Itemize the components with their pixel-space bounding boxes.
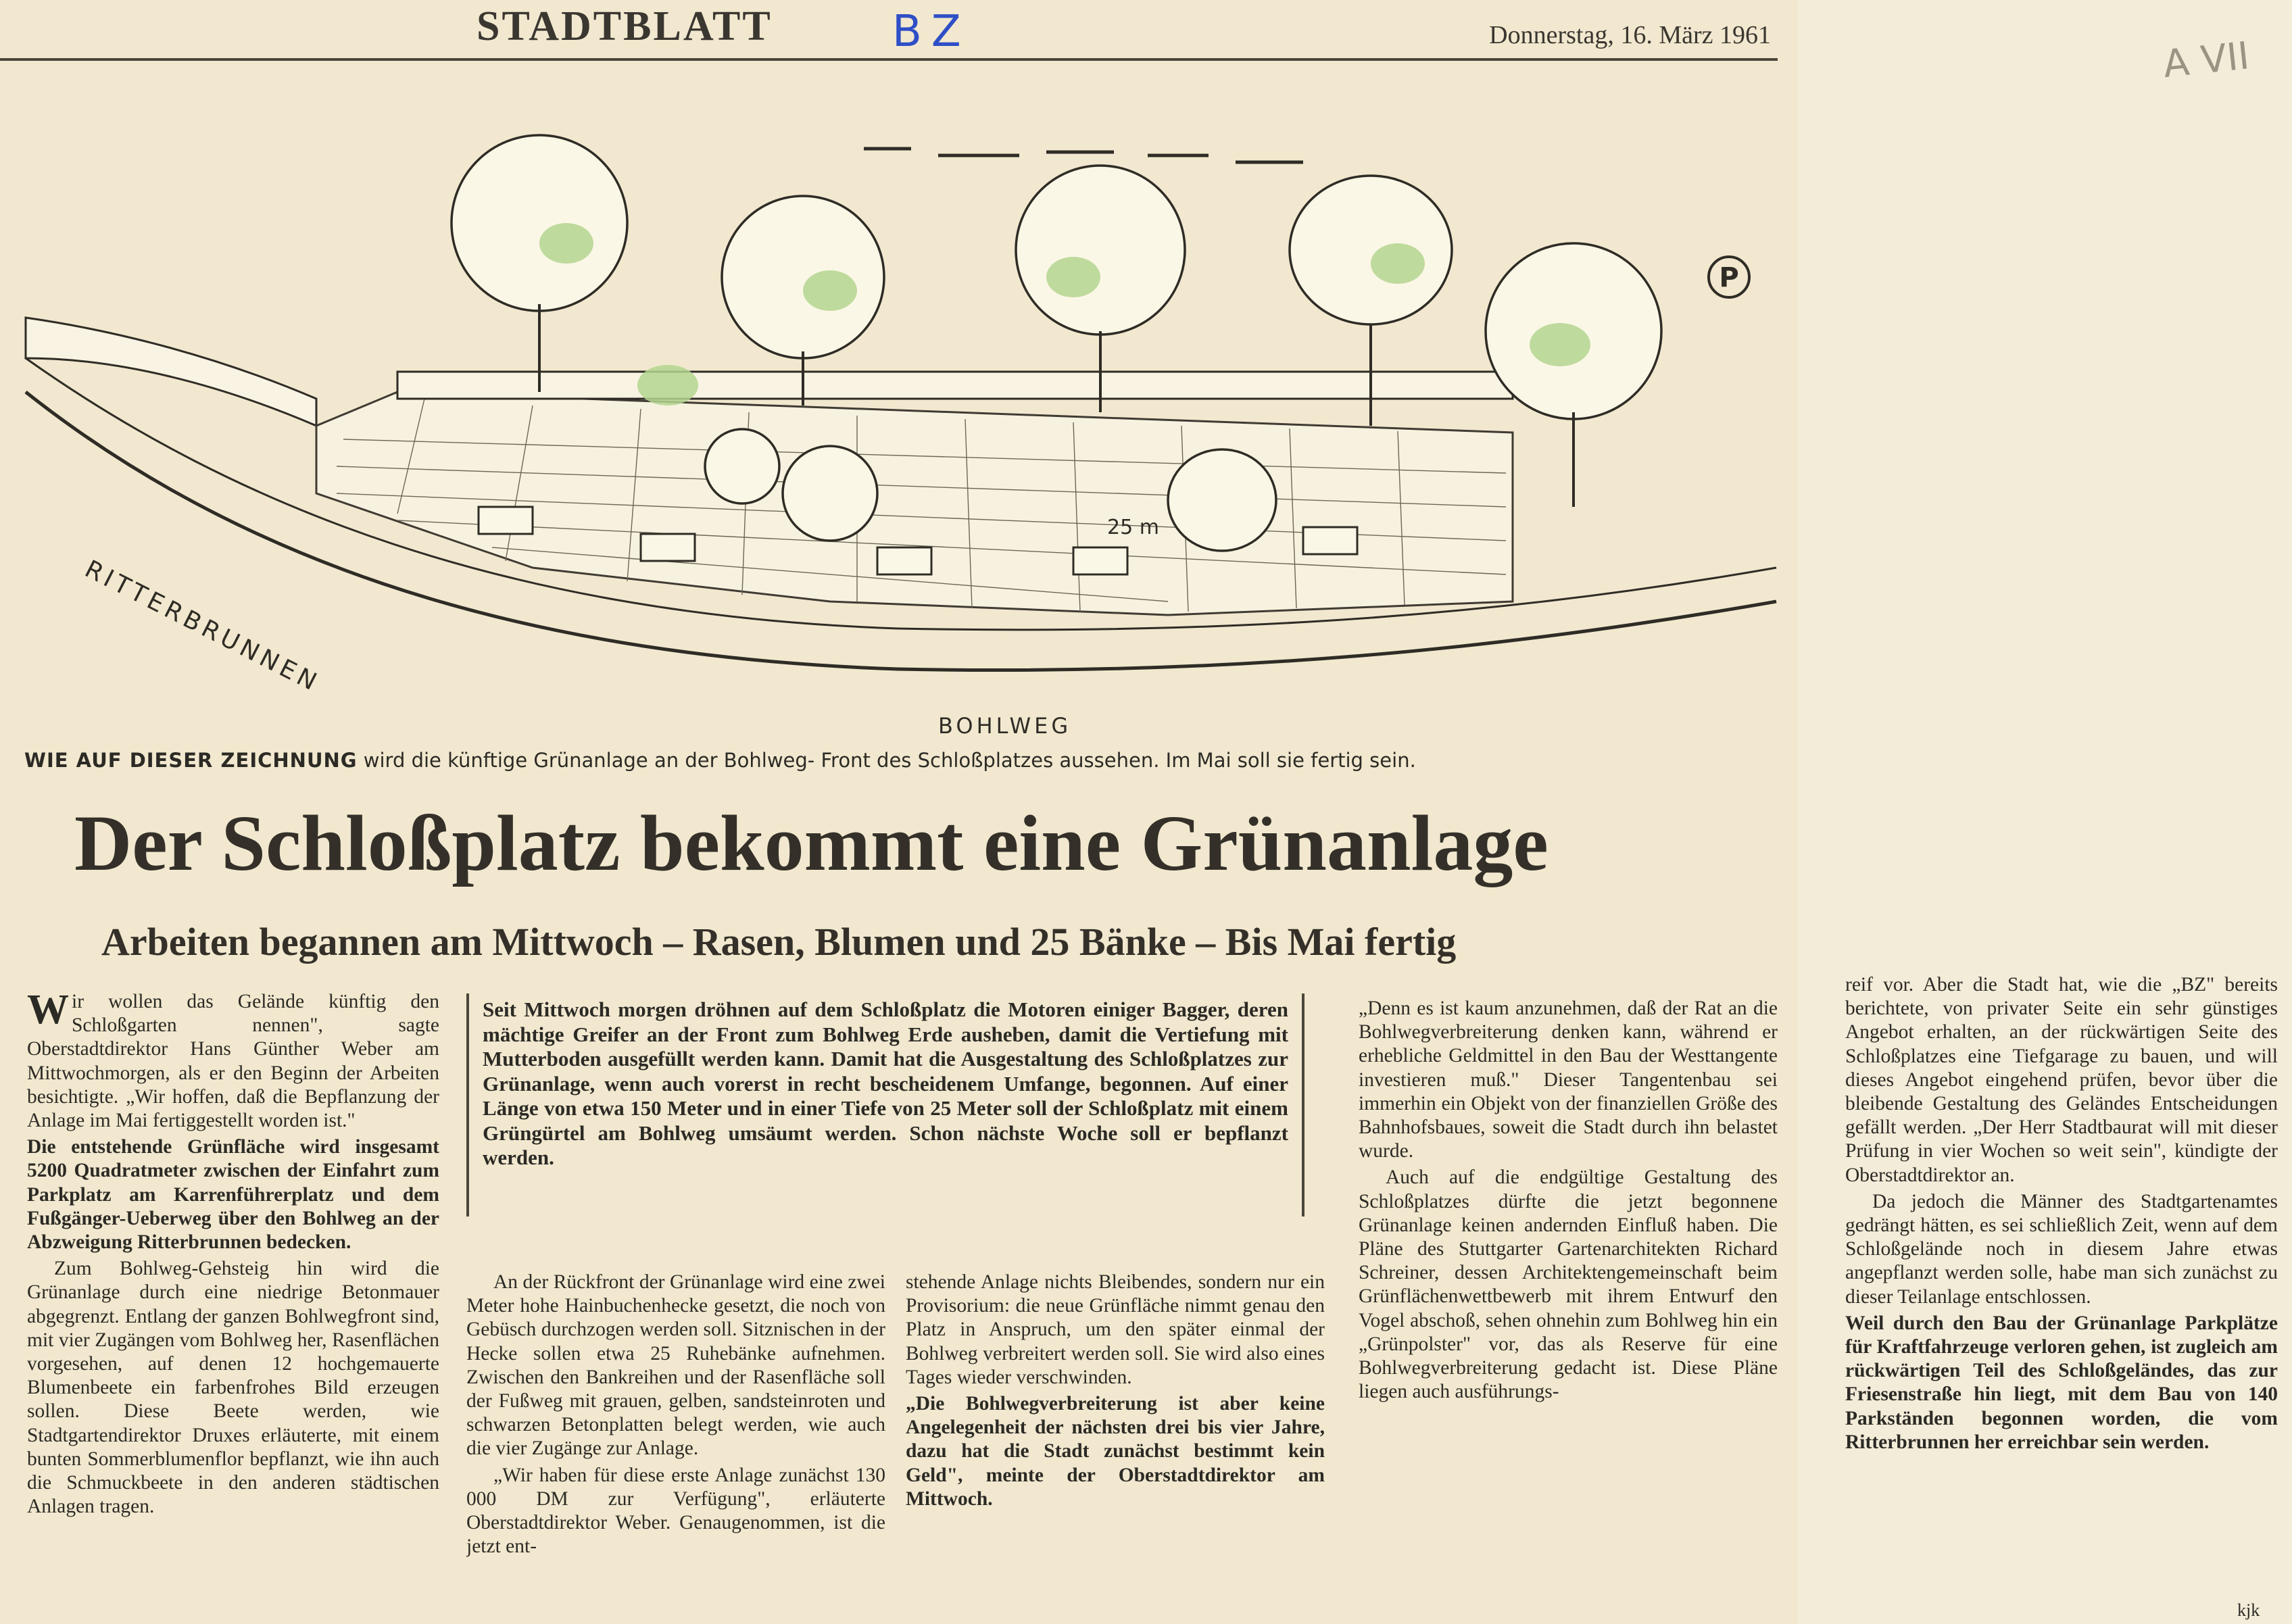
col5-paragraph-2: Da jedoch die Männer des Stadtgartenamtes gedrängt hätten, es sei schließlich Zeit, wenn auf dem Schloßgelände noch in diesem Jahre etwas angepflanzt werden solle, habe man sich zunächst zu dieser Teilanlage entschlossen.	[1845, 1190, 2278, 1308]
col1-paragraph-2: Die entstehende Grünfläche wird insgesamt 5200 Quadratmeter zwischen der Einfahrt zum Parkplatz am Karrenführerplatz und dem Fußgänger-Ueberweg über den Bohlweg an der Abzweigung Ritterbrunnen bedecken.	[27, 1136, 439, 1254]
headline: Der Schloßplatz bekommt eine Grünanlage	[74, 799, 1549, 887]
col3-paragraph-2: „Die Bohlwegverbreiterung ist aber keine Angelegenheit der nächsten drei bis vier Jahre, dazu hat die Stadt zunächst bestimmt kein Geld", meinte der Oberstadtdirektor am Mittwoch.	[906, 1393, 1325, 1510]
flower-bed	[1303, 527, 1357, 554]
col4-paragraph-1: „Denn es ist kaum anzunehmen, daß der Rat an die Bohlwegverbreiterung denken kann, während er erhebliche Geldmittel in den Bau der Westtangente investieren muß." Dieser Tangentenbau sei immerhin ein Objekt von der finanziellen Größe des Bahnhofsbaues, soweit die Stadt durch ihn belastet wurde.	[1359, 998, 1778, 1162]
column-5	[1845, 973, 2278, 1602]
flower-bed	[1073, 547, 1127, 574]
column-1	[27, 990, 439, 1619]
col1-paragraph-1	[27, 990, 439, 1133]
newspaper-header	[0, 0, 1778, 61]
col2-paragraph-1: An der Rückfront der Grünanlage wird eine zwei Meter hohe Hainbuchenhecke gesetzt, die noch von Gebüsch durchzogen werden soll. Sitznischen in der Hecke sollen etwa 25 Ruhebänke aufnehmen. Zwischen den Bankreihen und der Rasenfläche soll der Fußweg mit grauen, gelben, sandsteinroten und schwarzen Betonplatten belegt werden, wie auch die vier Zugänge zur Anlage.	[466, 1271, 885, 1460]
flower-bed	[877, 547, 931, 574]
col5-paragraph-3: Weil durch den Bau der Grünanlage Parkplätze für Kraftfahrzeuge verloren gehen, ist zugleich am rückwärtigen Teil des Schloßgeländes, das zur Friesenstraße hin liegt, mit dem Bau von 140 Parkständen begonnen worden, die vom Ritterbrunnen her erreichbar sein werden.	[1845, 1312, 2278, 1453]
lede-paragraph: Seit Mittwoch morgen dröhnen auf dem Schloßplatz die Motoren einiger Bagger, deren mächtige Greifer an der Front zum Bohlweg Erde ausheben, damit die Vertiefung mit Mutterboden ausgefüllt werden kann. Damit hat die Ausgestaltung des Schloßplatzes zur Grünanlage, wenn auch vorerst in recht bescheidenem Umfange, begonnen. Auf einer Länge von etwa 150 Meter und in einer Tiefe von 25 Meter soll der Schloßplatz mit einem Grüngürtel am Bohlweg umsäumt werden. Schon nächste Woche soll er bepflanzt werden.	[466, 993, 1305, 1216]
dash-marks	[864, 149, 1303, 162]
drop-cap: W	[27, 990, 69, 1033]
distance-label: 25 m	[1107, 516, 1159, 539]
handwritten-mark: BZ	[892, 7, 971, 57]
column-4	[1359, 997, 1778, 1605]
col4-paragraph-2: Auch auf die endgültige Gestaltung des Schloßplatzes dürfte die jetzt begonnene Grünanlage keinen andernden Einfluß haben. Die Pläne des Stuttgarter Gartenarchitekten Richard Schreiner, dessen Architektengemeinschaft beim Grünflächenwettbewerb mit ihrem Entwurf den Vogel abschoß, sehen ohnehin zum Bohlweg hin ein „Grünpolster" vor, das als Reserve für eine Bohlwegverbreiterung gedacht ist. Diese Pläne liegen auch ausführungs-	[1359, 1166, 1778, 1403]
col3-paragraph-1: stehende Anlage nichts Bleibendes, sondern nur ein Provisorium: die neue Grünfläche nimmt genau den Platz in Anspruch, um den später einmal der Bohlweg verbreitert werden soll. Sie wird also eines Tages wieder verschwinden.	[906, 1271, 1325, 1388]
col1-paragraph-3: Zum Bohlweg-Gehsteig hin wird die Grünanlage durch eine niedrige Betonmauer abgegrenzt. Entlang der ganzen Bohlwegfront sind, mit vier Zugängen vom Bohlweg her, Rasenflächen vorgesehen, auf denen 12 hochgemauerte Blumenbeete ein farbenfrohes Bild erzeugen sollen. Diese Beete werden, wie Stadtgartendirektor Druxes erläuterte, mit einem bunten Sommerblumenflor bepflanzt, wie ihn auch die Schmuckbeete in den anderen städtischen Anlagen tragen.	[27, 1258, 439, 1518]
column-2	[466, 1271, 885, 1622]
col2-paragraph-2: „Wir haben für diese erste Anlage zunächst 130 000 DM zur Verfügung", erläuterte Oberstadtdirektor Weber. Genaugenommen, ist die jetzt ent-	[466, 1464, 885, 1558]
park-illustration	[19, 74, 1783, 740]
flower-bed	[641, 534, 695, 561]
col1-paragraph-1-text: ir wollen das Gelände künftig den Schloßgarten nennen", sagte Oberstadtdirektor Hans Günther Weber am Mittwochmorgen, als er den Beginn der Arbeiten besichtigte. „Wir hoffen, daß die Bepflanzung der Anlage im Mai fertiggestellt worden ist."	[27, 991, 439, 1132]
author-signature: kjk	[2237, 1600, 2260, 1620]
margin-note: A VII	[2161, 34, 2251, 87]
street-label-ritterbrunnen: RITTERBRUNNEN	[80, 555, 324, 698]
col5-paragraph-1: reif vor. Aber die Stadt hat, wie die „BZ" bereits berichtete, von privater Seite ein sehr günstiges Angebot erhalten, an der rückwärtigen Seite des Schloßplatzes eine Tiefgarage zu bauen, und will dieses Angebot eingehend prüfen, bevor über die bleibende Gestaltung des Geländes Entscheidungen gefällt werden. „Der Herr Stadtbaurat will mit dieser Prüfung in vier Wochen so weit sein", kündigte der Oberstadtdirektor an.	[1845, 974, 2278, 1186]
issue-date: Donnerstag, 16. März 1961	[1489, 21, 1771, 49]
street-label-bohlweg: BOHLWEG	[938, 713, 1072, 739]
caption-lead: WIE AUF DIESER ZEICHNUNG	[24, 749, 358, 772]
caption-text: wird die künftige Grünanlage an der Bohlweg- Front des Schloßplatzes aussehen. Im Mai soll sie fertig sein.	[357, 749, 1416, 772]
parking-symbol-label: P	[1719, 262, 1739, 293]
column-3	[906, 1271, 1325, 1622]
subheadline: Arbeiten begannen am Mittwoch – Rasen, Blumen und 25 Bänke – Bis Mai fertig	[101, 920, 1457, 964]
illustration-caption	[24, 749, 1782, 772]
section-title: STADTBLATT	[477, 3, 773, 49]
flower-bed	[479, 507, 533, 534]
